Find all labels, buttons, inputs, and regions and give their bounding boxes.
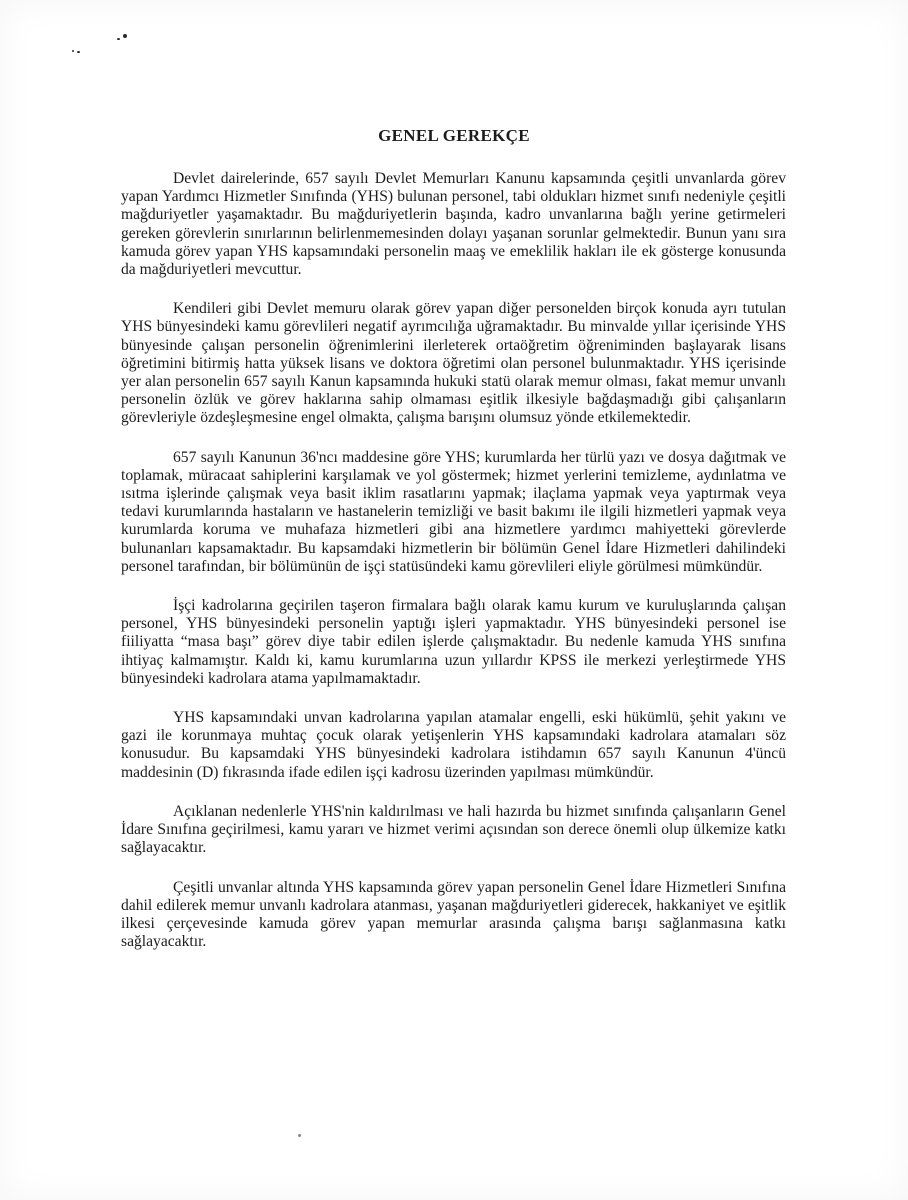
scan-speck <box>72 50 74 52</box>
document-title: GENEL GEREKÇE <box>378 126 530 145</box>
paragraph-7: Çeşitli unvanlar altında YHS kapsamında görev yapan personelin Genel İdare Hizmetleri Sınıfına dahil edilerek memur unvanlı kadrolara atanması, yaşanan mağduriyetleri giderecek, hakkaniyet ve eşitlik ilkesi çerçevesinde kamuda görev yapan memurlar arasında çalışma barışı sağlanmasına katkı sağlayacaktır. <box>121 878 786 951</box>
document-body <box>121 170 786 972</box>
paragraph-5: YHS kapsamındaki unvan kadrolarına yapılan atamalar engelli, eski hükümlü, şehit yakını ve gazi ile korunmaya muhtaç çocuk olarak yetişenlerin YHS kapsamındaki kadrolara atamaları söz konusudur. Bu kapsamdaki YHS bünyesindeki kadrolara istihdamın 657 sayılı Kanunun 4'üncü maddesinin (D) fıkrasında ifade edilen işçi kadrosu üzerinden yapılması mümkündür. <box>121 709 786 781</box>
paragraph-6: Açıklanan nedenlerle YHS'nin kaldırılması ve hali hazırda bu hizmet sınıfında çalışanların Genel İdare Sınıfına geçirilmesi, kamu yararı ve hizmet verimi açısından son derece önemli olup ülkemize katkı sağlayacaktır. <box>121 802 786 857</box>
scan-speck <box>117 38 120 40</box>
paragraph-3: 657 sayılı Kanunun 36'ncı maddesine göre YHS; kurumlarda her türlü yazı ve dosya dağıtmak ve toplamak, müracaat sahiplerini karşılamak ve yol göstermek; hizmet yerlerini temizleme, aydınlatma ve ısıtma işlerinde çalışmak veya basit iklim rasatlarını yapmak; ilaçlama yapmak veya yaptırmak veya tedavi kurumlarında hastaların ve hastanelerin temizliği ve basit bakımı ile ilgili hizmetleri yapmak veya kurumlarda koruma ve muhafaza hizmetleri gibi ana hizmetlere yardımcı mahiyetteki görevlerde bulunanları kapsamaktadır. Bu kapsamdaki hizmetlerin bir bölümün Genel İdare Hizmetleri dahilindeki personel tarafından, bir bölümünün de işçi statüsündeki kamu görevlileri eliyle görülmesi mümkündür. <box>121 448 786 575</box>
scan-speck <box>77 51 80 53</box>
paragraph-4: İşçi kadrolarına geçirilen taşeron firmalara bağlı olarak kamu kurum ve kuruluşlarında çalışan personel, YHS bünyesindeki personelin yaptığı işleri yapmaktadır. YHS bünyesindeki personel ise fiiliyatta “masa başı” görev diye tabir edilen işlerde çalışmaktadır. Bu nedenle kamuda YHS sınıfına ihtiyaç kalmamıştır. Kaldı ki, kamu kurumlarına uzun yıllardır KPSS ile merkezi yerleştirmede YHS bünyesindeki kadrolara atama yapılmamaktadır. <box>121 597 786 687</box>
paragraph-1: Devlet dairelerinde, 657 sayılı Devlet Memurları Kanunu kapsamında çeşitli unvanlarda görev yapan Yardımcı Hizmetler Sınıfında (YHS) bulunan personel, tabi oldukları hizmet sınıfı nedeniyle çeşitli mağduriyetler yaşamaktadır. Bu mağduriyetlerin başında, kadro unvanlarına bağlı yerine getirmeleri gereken görevlerin sınırlarının belirlenmemesinden dolayı yaşanan sorunlar gelmektedir. Bunun yanı sıra kamuda görev yapan YHS kapsamındaki personelin maaş ve emeklilik hakları ile ek gösterge konusunda da mağduriyetleri mevcuttur. <box>121 170 786 279</box>
paragraph-2: Kendileri gibi Devlet memuru olarak görev yapan diğer personelden birçok konuda ayrı tutulan YHS bünyesindeki kamu görevlileri negatif ayrımcılığa uğramaktadır. Bu minvalde yıllar içerisinde YHS bünyesinde çalışan personelin öğrenimlerini ilerleterek ortaöğretim öğreniminden başlayarak lisans öğretimini bitirmiş hatta yüksek lisans ve doktora öğretimi olan personel bulunmaktadır. YHS içerisinde yer alan personelin 657 sayılı Kanun kapsamında hukuki statü olarak memur olması, fakat memur unvanlı personelin özlük ve görev haklarına sahip olmaması eşitlik ilkesiyle bağdaşmadığı gibi çalışanların görevleriyle özdeşleşmesine engel olmakta, çalışma barışını olumsuz yönde etkilemektedir. <box>121 300 786 427</box>
scan-speck <box>298 1134 301 1137</box>
scan-speck <box>123 34 127 38</box>
